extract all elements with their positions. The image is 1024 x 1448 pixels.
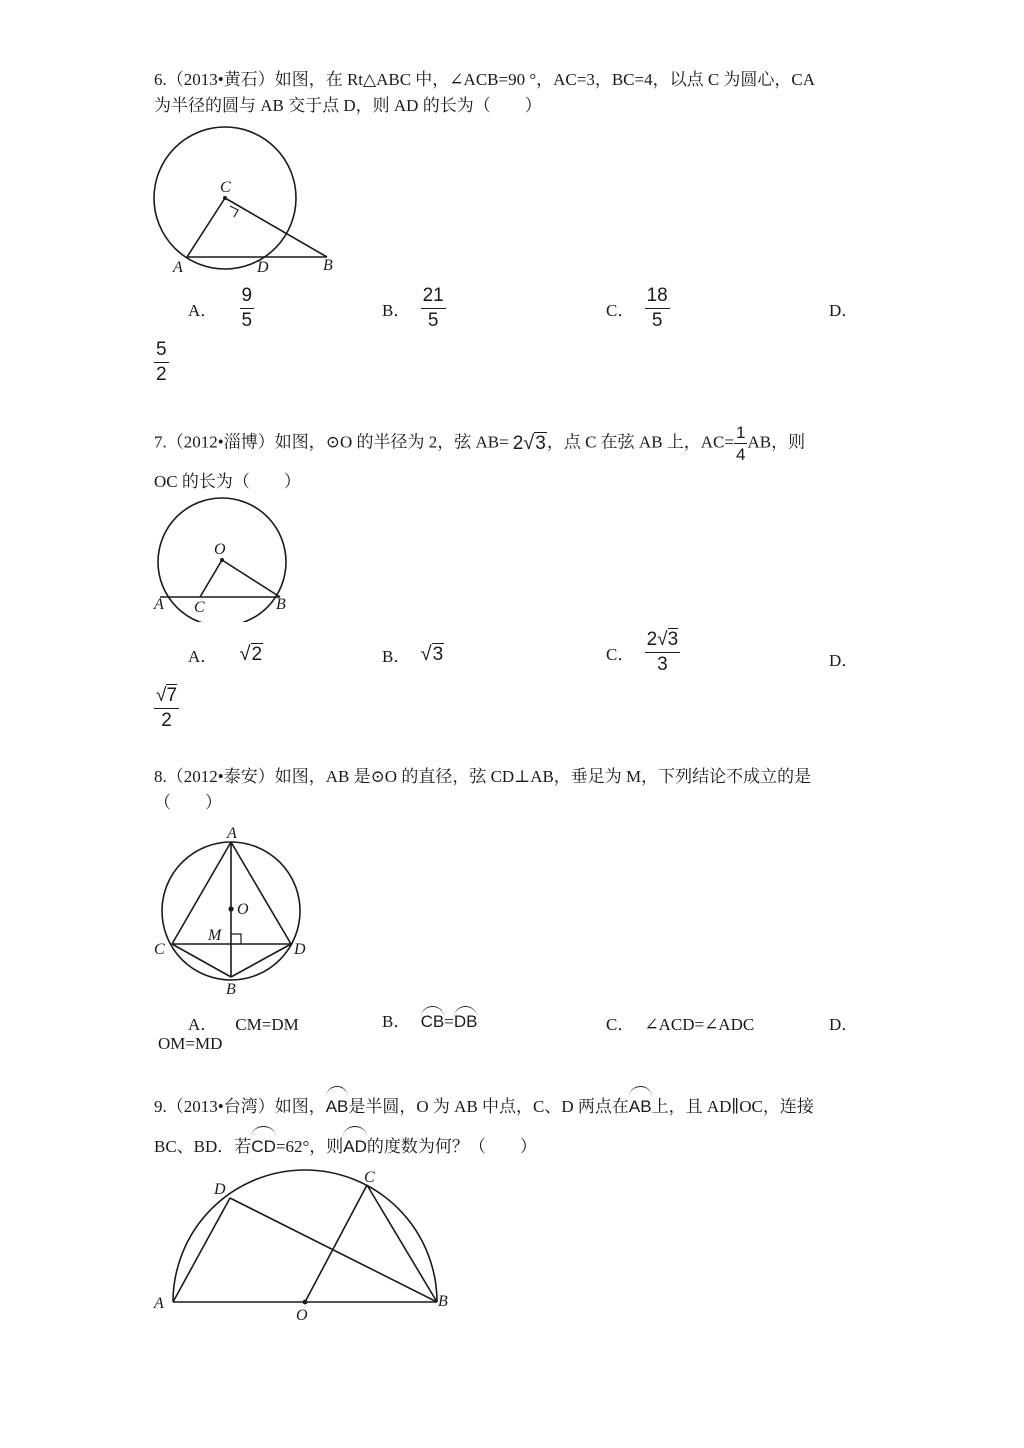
q7-option-d-label[interactable]: D． xyxy=(829,651,859,670)
q9-segment-oc xyxy=(305,1185,367,1302)
q9-label-a: A xyxy=(154,1295,164,1312)
q9-arc-cd: CD xyxy=(251,1126,276,1162)
q7-label-o: O xyxy=(214,541,226,558)
q7-label-a: A xyxy=(154,596,164,613)
q7-stem-line2: OC 的长为（ ） xyxy=(154,472,301,491)
q7-option-a-value: √2 xyxy=(239,643,263,665)
q6-label-c: C xyxy=(220,179,231,196)
q6-label-a: A xyxy=(173,259,183,276)
q7-figure xyxy=(148,492,308,622)
q8-label-c: C xyxy=(154,941,165,958)
q6-option-c-fraction: $\frac{18}{5}$ xyxy=(646,285,668,331)
q7-option-c-value: $\frac{2√3}{3}$ xyxy=(646,629,679,675)
q6-right-angle-mark xyxy=(230,206,238,217)
q7-option-a[interactable]: A． √2 xyxy=(188,643,263,666)
q6-option-b[interactable]: B． $\frac{21}{5}$ xyxy=(382,285,444,331)
q8-label-o: O xyxy=(237,901,249,918)
q7-segment-ob xyxy=(222,560,280,597)
q8-stem-line2: （ ） xyxy=(154,793,222,812)
q6-option-d-label[interactable]: D． xyxy=(829,301,859,320)
q9-arc-ab: AB xyxy=(326,1086,349,1122)
q6-figure xyxy=(145,120,355,280)
q6-stem-line1: 6.（2013•黄石）如图，在 Rt△ABC 中，∠ACB=90 °，AC=3，BC=4，以点 C 为圆心，CA xyxy=(154,70,816,89)
q9-stem-line2: BC、BD．若CD=62°，则AD的度数为何？（ ） xyxy=(154,1126,537,1162)
q9-label-o: O xyxy=(296,1307,308,1324)
q9-label-c: C xyxy=(364,1169,375,1186)
q8-label-m: M xyxy=(208,927,222,944)
q7-label-c: C xyxy=(194,599,205,616)
q6-option-d-value[interactable]: $\frac{5}{2}$ xyxy=(156,339,167,385)
q7-option-d-value[interactable]: $\frac{√7}{2}$ xyxy=(156,685,178,731)
q6-segment-ca xyxy=(187,198,225,257)
q7-label-b: B xyxy=(276,596,286,613)
q9-stem-line1: 9.（2013•台湾）如图，AB是半圆，O 为 AB 中点，C、D 两点在AB上，且 AD∥OC，连接 xyxy=(154,1086,814,1122)
q9-arc-ab-2: AB xyxy=(629,1086,652,1122)
q7-option-b[interactable]: B． √3 xyxy=(382,643,444,666)
q7-stem-line1: 7.（2012•淄博）如图，⊙O 的半径为 2，弦 AB= 2√3，点 C 在弦 AB 上，AC= $\frac{1}{4}$ AB，则 xyxy=(154,423,806,464)
q6-option-c[interactable]: C． $\frac{18}{5}$ xyxy=(606,285,668,331)
q8-segment-bc xyxy=(172,944,231,977)
q8-stem-line1: 8.（2012•泰安）如图，AB 是⊙O 的直径，弦 CD⊥AB，垂足为 M，下列结论不成立的是 xyxy=(154,767,812,786)
q8-segment-ad xyxy=(231,842,291,944)
q8-label-b: B xyxy=(226,981,236,998)
q8-option-d-value[interactable]: OM=MD xyxy=(158,1034,223,1053)
q8-option-c[interactable]: C． ∠ACD=∠ADC xyxy=(606,1015,755,1034)
q7-option-b-value: √3 xyxy=(420,643,444,665)
q9-figure xyxy=(148,1160,468,1330)
q8-option-b-arc-cb: CB xyxy=(421,1006,445,1032)
q9-segment-ad xyxy=(173,1198,230,1302)
q8-label-d: D xyxy=(294,941,306,958)
q8-option-b[interactable]: B． CB=DB xyxy=(382,1006,477,1032)
q9-label-d: D xyxy=(214,1181,226,1198)
q6-stem-line2: 为半径的圆与 AB 交于点 D，则 AD 的长为（ ） xyxy=(154,96,542,115)
q8-segment-bd xyxy=(231,944,291,977)
q6-label-d: D xyxy=(257,259,269,276)
q6-option-b-fraction: $\frac{21}{5}$ xyxy=(422,285,444,331)
q8-right-angle-mark xyxy=(231,934,241,944)
q8-option-a[interactable]: A． CM=DM xyxy=(188,1015,299,1034)
q7-ac-fraction: $\frac{1}{4}$ xyxy=(736,423,746,464)
q7-segment-oc xyxy=(200,560,222,597)
q7-ab-value: 2√3 xyxy=(512,432,546,454)
q6-option-a[interactable]: A． $\frac{9}{5}$ xyxy=(188,285,253,331)
q8-label-a: A xyxy=(227,825,237,842)
q9-label-b: B xyxy=(438,1293,448,1310)
q8-segment-ac xyxy=(172,842,231,944)
q8-figure xyxy=(148,820,318,1000)
q6-label-b: B xyxy=(323,257,333,274)
q9-arc-ad: AD xyxy=(343,1126,367,1162)
q7-option-c[interactable]: C． $\frac{2√3}{3}$ xyxy=(606,629,679,675)
q6-option-a-fraction: $\frac{9}{5}$ xyxy=(241,285,253,331)
q8-option-d-label[interactable]: D． xyxy=(829,1015,859,1034)
q8-option-b-arc-db: DB xyxy=(454,1006,478,1032)
